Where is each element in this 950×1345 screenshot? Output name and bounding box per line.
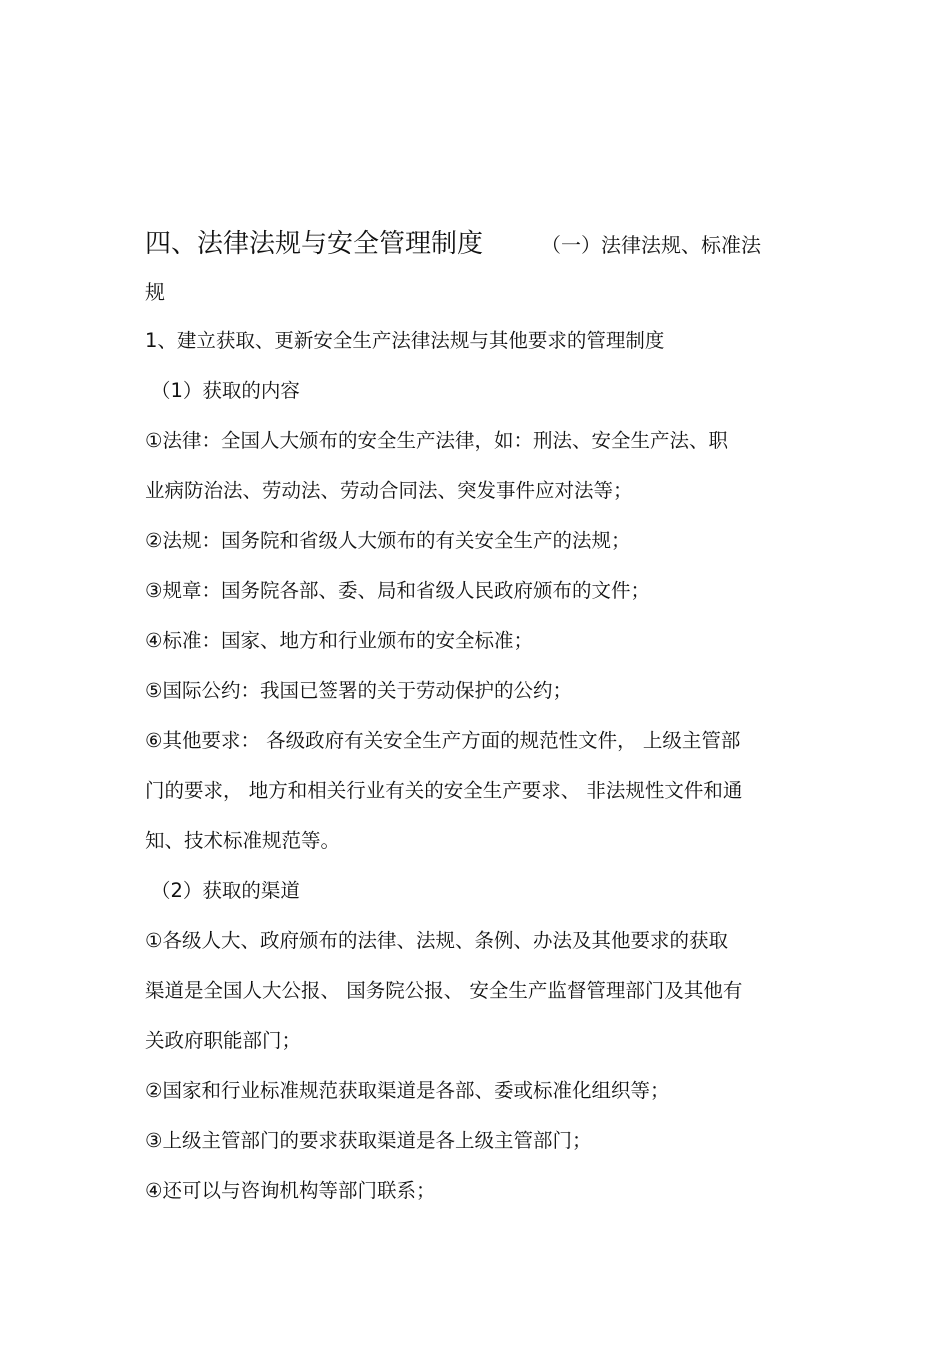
paragraph-line: （2）获取的渠道 — [151, 879, 300, 902]
paragraph-line: 渠道是全国人大公报、 国务院公报、 安全生产监督管理部门及其他有 — [145, 979, 743, 1002]
paragraph-line: ③规章：国务院各部、委、局和省级人民政府颁布的文件； — [145, 579, 650, 602]
paragraph-line: 知、技术标准规范等。 — [145, 829, 341, 852]
subsection-title: （一）法律法规、标准法 — [541, 233, 761, 257]
paragraph-line: ④标准：国家、地方和行业颁布的安全标准； — [145, 629, 533, 652]
paragraph-line: ②法规：国务院和省级人大颁布的有关安全生产的法规； — [145, 529, 631, 552]
paragraph-line: ①法律：全国人大颁布的安全生产法律，如：刑法、安全生产法、职 — [145, 429, 728, 452]
paragraph-line: ①各级人大、政府颁布的法律、法规、条例、办法及其他要求的获取 — [145, 929, 728, 952]
paragraph-line: 关政府职能部门； — [145, 1029, 302, 1052]
section-title: 四、法律法规与安全管理制度 — [145, 229, 484, 259]
paragraph-line: ③上级主管部门的要求获取渠道是各上级主管部门； — [145, 1129, 592, 1152]
paragraph-line: ⑤国际公约：我国已签署的关于劳动保护的公约； — [145, 679, 572, 702]
paragraph-line: （1）获取的内容 — [151, 379, 300, 402]
paragraph-line: 门的要求， 地方和相关行业有关的安全生产要求、 非法规性文件和通 — [145, 779, 743, 802]
document-body — [145, 326, 815, 1226]
paragraph-line: ⑥其他要求： 各级政府有关安全生产方面的规范性文件， 上级主管部 — [145, 729, 741, 752]
paragraph-line: 业病防治法、劳动法、劳动合同法、突发事件应对法等； — [145, 479, 633, 502]
paragraph-line: ②国家和行业标准规范获取渠道是各部、委或标准化组织等； — [145, 1079, 670, 1102]
subsection-title-continuation: 规 — [145, 280, 165, 304]
paragraph-line: ④还可以与咨询机构等部门联系； — [145, 1179, 436, 1202]
paragraph-line: 1、建立获取、更新安全生产法律法规与其他要求的管理制度 — [145, 329, 665, 352]
